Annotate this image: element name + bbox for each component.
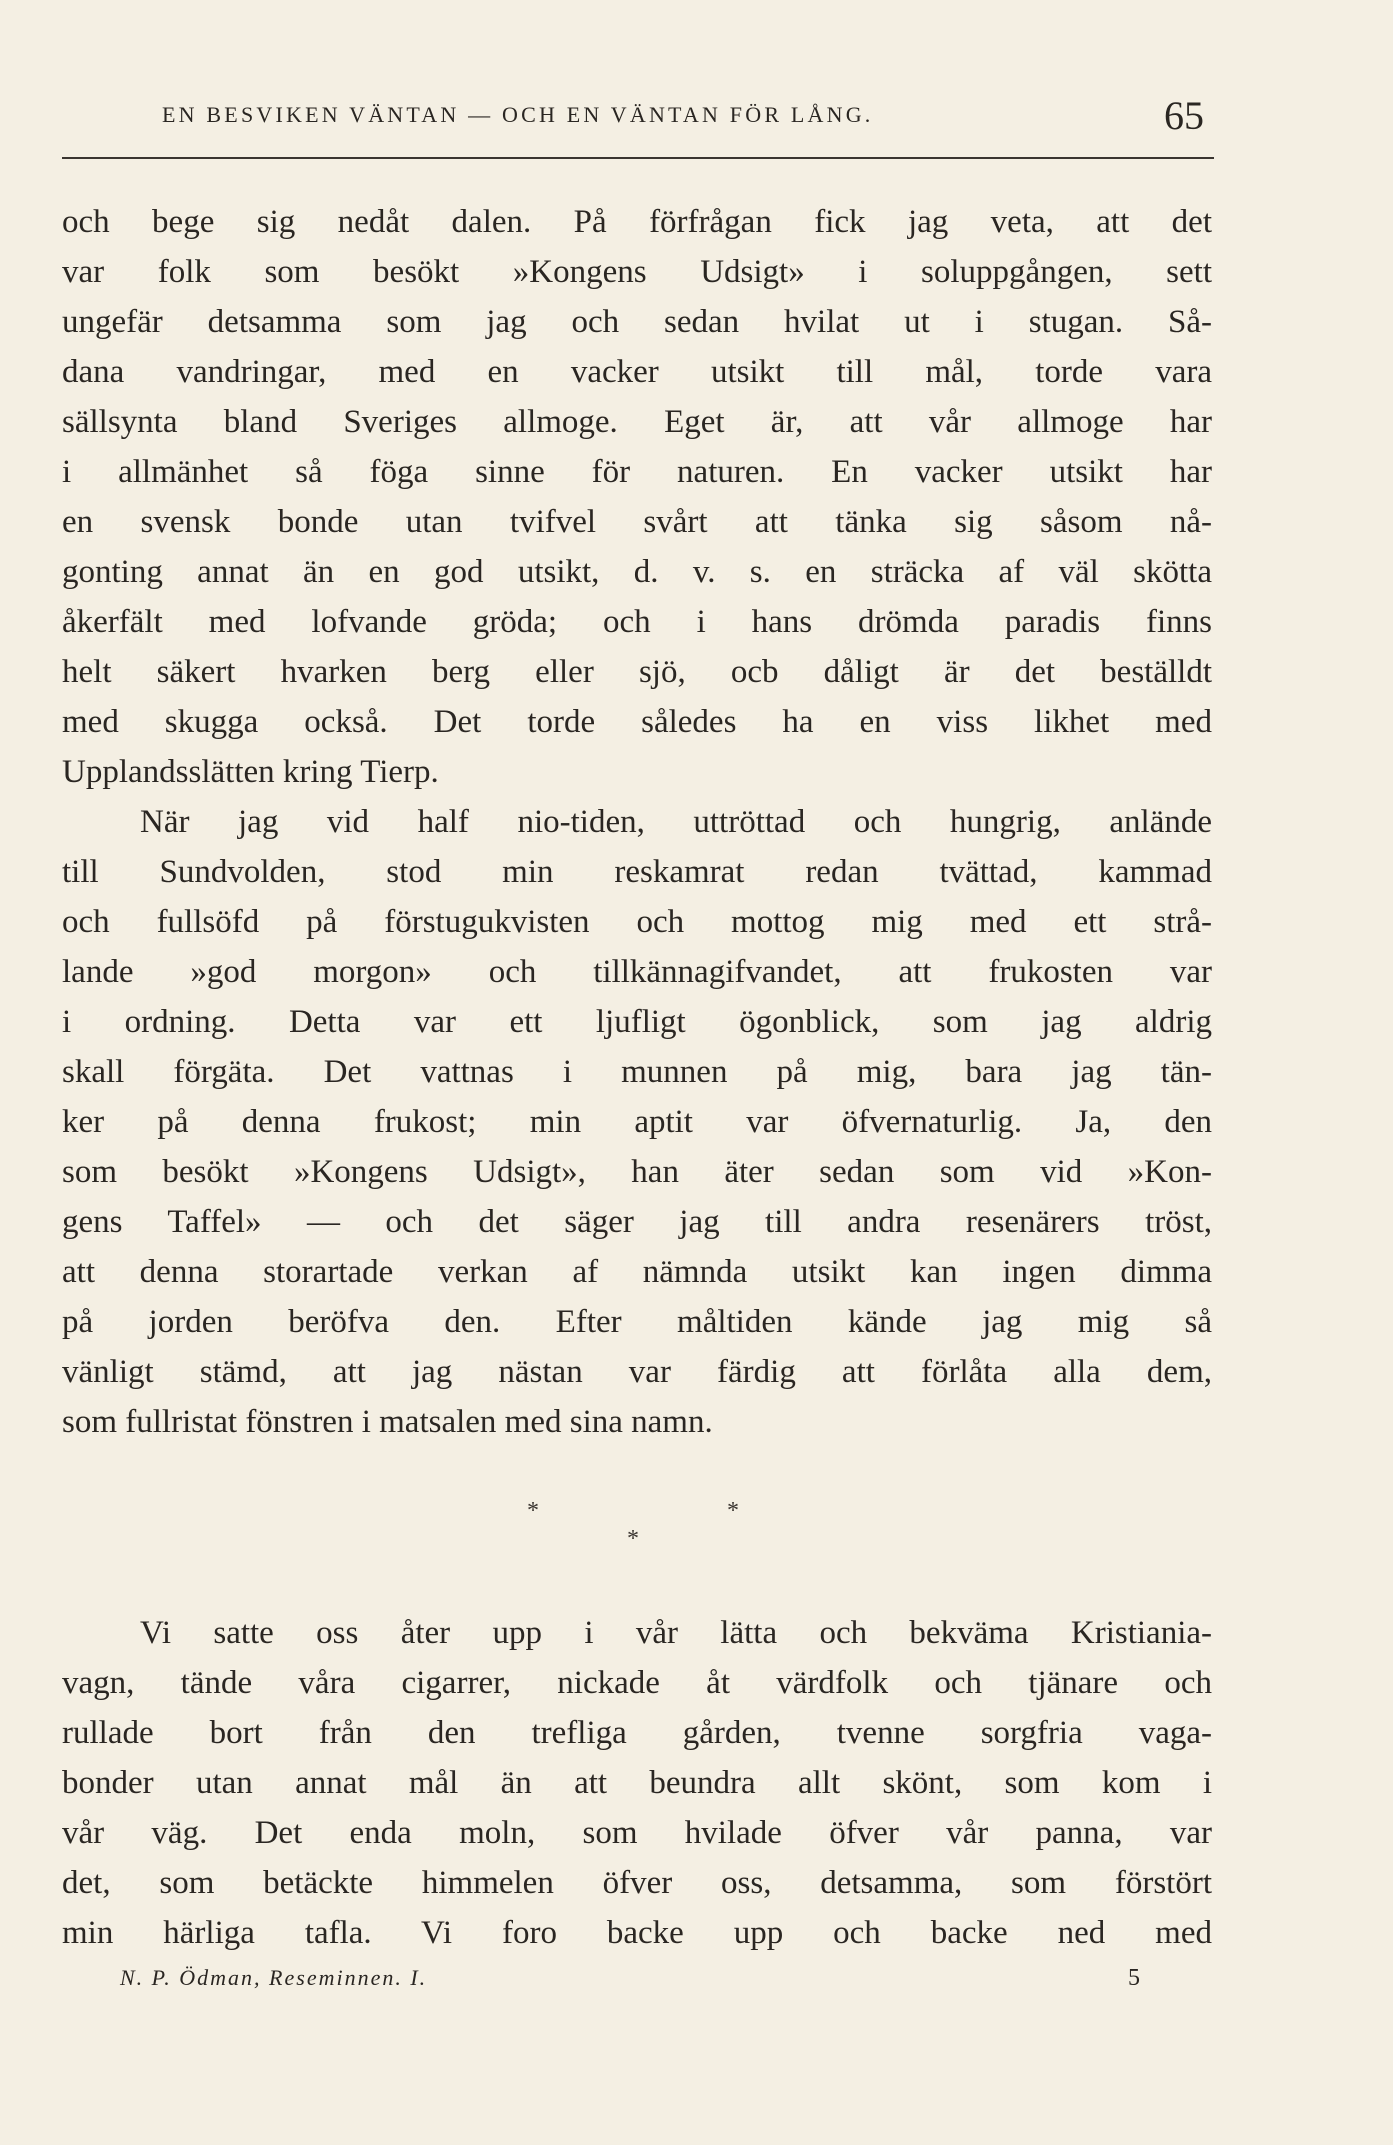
text-line: en svensk bonde utan tvifvel svårt att tänka sig såsom nå- (62, 504, 1212, 540)
text-line: i allmänhet så föga sinne för naturen. En vacker utsikt har (62, 454, 1212, 490)
text-line: När jag vid half nio-tiden, uttröttad och hungrig, anlände (140, 804, 1212, 840)
text-line: med skugga också. Det torde således ha en viss likhet med (62, 704, 1212, 740)
text-line: skall förgäta. Det vattnas i munnen på mig, bara jag tän- (62, 1054, 1212, 1090)
header-rule (62, 157, 1214, 159)
text-line: och fullsöfd på förstugukvisten och mottog mig med ett strå- (62, 904, 1212, 940)
text-line: på jorden beröfva den. Efter måltiden kände jag mig så (62, 1304, 1212, 1340)
text-line: ker på denna frukost; min aptit var öfvernaturlig. Ja, den (62, 1104, 1212, 1140)
text-line: gonting annat än en god utsikt, d. v. s. en sträcka af väl skötta (62, 554, 1212, 590)
page-number: 65 (1164, 93, 1204, 138)
section-break-asterism (0, 1498, 1393, 1558)
text-line: vänligt stämd, att jag nästan var färdig att förlåta alla dem, (62, 1354, 1212, 1390)
signature-mark: 5 (1128, 1965, 1140, 1991)
text-line: gens Taffel» — och det säger jag till andra resenärers tröst, (62, 1204, 1212, 1240)
text-line: som besökt »Kongens Udsigt», han äter sedan som vid »Kon- (62, 1154, 1212, 1190)
asterisk: * (727, 1498, 739, 1524)
text-line: bonder utan annat mål än att beundra allt skönt, som kom i (62, 1765, 1212, 1801)
asterisk: * (627, 1526, 639, 1552)
body-text (62, 197, 1212, 1447)
text-line: ungefär detsamma som jag och sedan hvilat ut i stugan. Så- (62, 304, 1212, 340)
text-line: rullade bort från den trefliga gården, tvenne sorgfria vaga- (62, 1715, 1212, 1751)
text-line: Vi satte oss åter upp i vår lätta och bekväma Kristiania- (140, 1615, 1212, 1651)
text-line: Upplandsslätten kring Tierp. (62, 754, 439, 790)
text-line: min härliga tafla. Vi foro backe upp och backe ned med (62, 1915, 1212, 1951)
text-line: det, som betäckte himmelen öfver oss, detsamma, som förstört (62, 1865, 1212, 1901)
asterisk: * (527, 1498, 539, 1524)
text-line: och bege sig nedåt dalen. På förfrågan fick jag veta, att det (62, 204, 1212, 240)
text-line: vagn, tände våra cigarrer, nickade åt värdfolk och tjänare och (62, 1665, 1212, 1701)
text-line: lande »god morgon» och tillkännagifvandet, att frukosten var (62, 954, 1212, 990)
signature-footer (120, 1965, 1140, 1997)
signature-line: N. P. Ödman, Reseminnen. I. (120, 1965, 428, 1990)
text-line: vår väg. Det enda moln, som hvilade öfver vår panna, var (62, 1815, 1212, 1851)
text-line: åkerfält med lofvande gröda; och i hans drömda paradis finns (62, 604, 1212, 640)
running-title: EN BESVIKEN VÄNTAN — OCH EN VÄNTAN FÖR LÅNG. (162, 102, 874, 127)
text-line: i ordning. Detta var ett ljufligt ögonblick, som jag aldrig (62, 1004, 1212, 1040)
text-line: till Sundvolden, stod min reskamrat redan tvättad, kammad (62, 854, 1212, 890)
body-text-continued (62, 1608, 1212, 1958)
text-line: som fullristat fönstren i matsalen med sina namn. (62, 1404, 713, 1440)
text-line: helt säkert hvarken berg eller sjö, ocb dåligt är det beställdt (62, 654, 1212, 690)
text-line: sällsynta bland Sveriges allmoge. Eget är, att vår allmoge har (62, 404, 1212, 440)
text-line: dana vandringar, med en vacker utsikt till mål, torde vara (62, 354, 1212, 390)
text-line: att denna storartade verkan af nämnda utsikt kan ingen dimma (62, 1254, 1212, 1290)
text-line: var folk som besökt »Kongens Udsigt» i soluppgången, sett (62, 254, 1212, 290)
running-header (62, 92, 1214, 142)
